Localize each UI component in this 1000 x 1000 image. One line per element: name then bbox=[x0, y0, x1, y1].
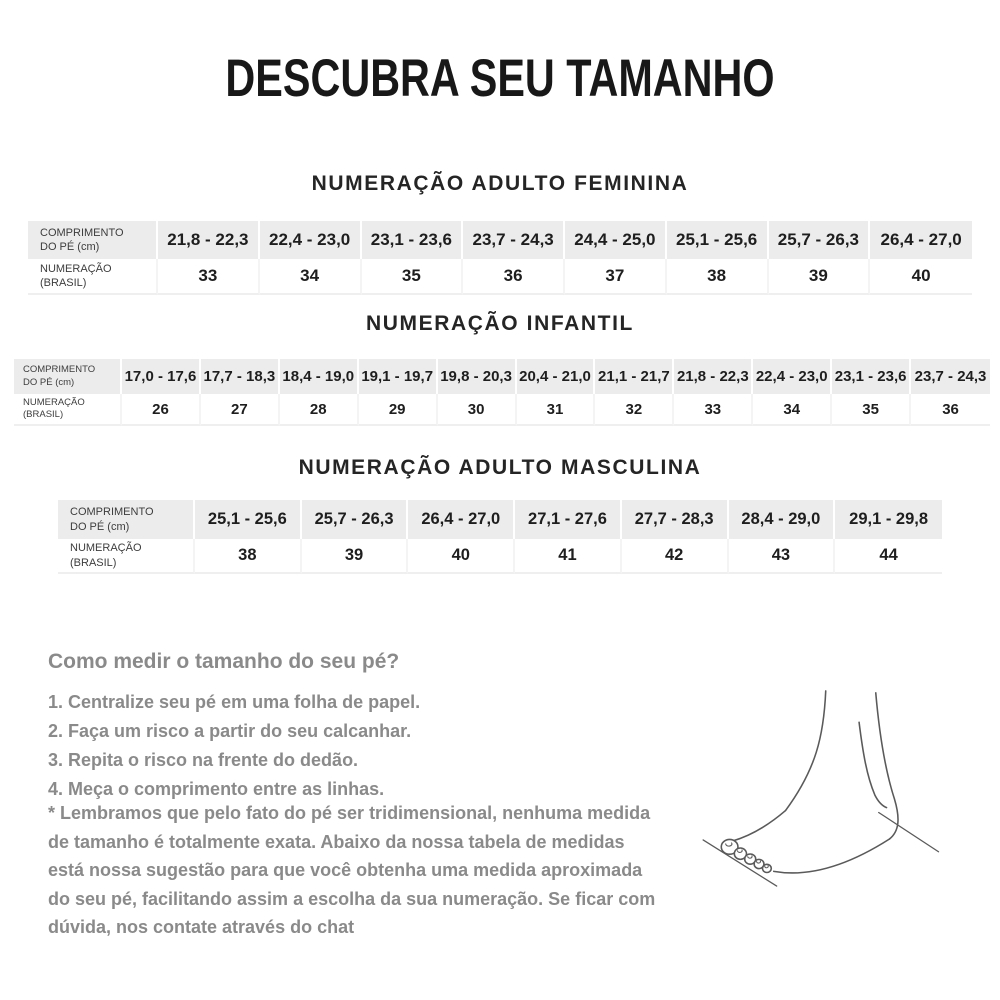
size-table bbox=[28, 221, 972, 295]
section-heading-adult-female: NUMERAÇÃO ADULTO FEMININA bbox=[311, 172, 689, 195]
shoe-size-cell: 39 bbox=[302, 539, 409, 574]
shoe-size-cell: 31 bbox=[517, 394, 596, 426]
foot-length-cell: 26,4 - 27,0 bbox=[870, 221, 972, 259]
shoe-size-cell: 35 bbox=[362, 259, 464, 295]
shoe-size-cell: 34 bbox=[260, 259, 362, 295]
size-table-adult-female bbox=[28, 221, 972, 295]
shoe-size-cell: 43 bbox=[729, 539, 836, 574]
size-table bbox=[14, 359, 990, 426]
foot-length-cell: 23,7 - 24,3 bbox=[911, 359, 990, 394]
shoe-size-cell: 38 bbox=[195, 539, 302, 574]
shoe-size-label: NUMERAÇÃO (BRASIL) bbox=[14, 394, 122, 426]
measure-step: 1. Centralize seu pé em uma folha de papel. bbox=[48, 692, 421, 712]
shoe-size-cell: 34 bbox=[753, 394, 832, 426]
foot-length-cell: 20,4 - 21,0 bbox=[517, 359, 596, 394]
shoe-size-cell: 38 bbox=[667, 259, 769, 295]
foot-length-cell: 25,7 - 26,3 bbox=[769, 221, 871, 259]
foot-length-row bbox=[14, 359, 990, 394]
foot-length-cell: 21,8 - 22,3 bbox=[674, 359, 753, 394]
foot-length-cell: 28,4 - 29,0 bbox=[729, 500, 836, 539]
shoe-size-cell: 44 bbox=[835, 539, 942, 574]
measure-guide-heading: Como medir o tamanho do seu pé? bbox=[48, 650, 400, 673]
shoe-size-row bbox=[58, 539, 942, 574]
shoe-size-cell: 40 bbox=[408, 539, 515, 574]
measure-step: 4. Meça o comprimento entre as linhas. bbox=[48, 779, 385, 799]
shoe-size-cell: 35 bbox=[832, 394, 911, 426]
foot-length-cell: 24,4 - 25,0 bbox=[565, 221, 667, 259]
shoe-size-row bbox=[14, 394, 990, 426]
shoe-size-cell: 33 bbox=[158, 259, 260, 295]
shoe-size-cell: 36 bbox=[911, 394, 990, 426]
shoe-size-cell: 37 bbox=[565, 259, 667, 295]
foot-length-row bbox=[58, 500, 942, 539]
foot-length-cell: 23,1 - 23,6 bbox=[362, 221, 464, 259]
section-heading-adult-male: NUMERAÇÃO ADULTO MASCULINA bbox=[298, 456, 702, 479]
foot-length-cell: 17,0 - 17,6 bbox=[122, 359, 201, 394]
foot-length-cell: 22,4 - 23,0 bbox=[753, 359, 832, 394]
shoe-size-cell: 40 bbox=[870, 259, 972, 295]
size-table-adult-male bbox=[58, 500, 942, 574]
size-table bbox=[58, 500, 942, 574]
foot-length-cell: 19,1 - 19,7 bbox=[359, 359, 438, 394]
foot-length-cell: 26,4 - 27,0 bbox=[408, 500, 515, 539]
foot-length-cell: 19,8 - 20,3 bbox=[438, 359, 517, 394]
shoe-size-cell: 26 bbox=[122, 394, 201, 426]
shoe-size-cell: 41 bbox=[515, 539, 622, 574]
foot-length-cell: 23,1 - 23,6 bbox=[832, 359, 911, 394]
foot-length-cell: 21,1 - 21,7 bbox=[595, 359, 674, 394]
foot-length-row bbox=[28, 221, 972, 259]
measure-note: * Lembramos que pelo fato do pé ser tridimensional, nenhuma medida de tamanho é totalmente exata. Abaixo da nossa tabela de medidas está nossa sugestão para que você obtenha uma medida aproximada do seu pé, facilitando assim a escolha da sua numeração. Se ficar com dúvida, nos contate através do chat bbox=[48, 803, 656, 937]
shoe-size-cell: 29 bbox=[359, 394, 438, 426]
measure-step: 3. Repita o risco na frente do dedão. bbox=[48, 750, 359, 770]
shoe-size-label: NUMERAÇÃO (BRASIL) bbox=[58, 539, 195, 574]
foot-length-label: COMPRIMENTO DO PÉ (cm) bbox=[14, 359, 122, 394]
measure-steps bbox=[48, 688, 420, 804]
foot-length-label: COMPRIMENTO DO PÉ (cm) bbox=[58, 500, 195, 539]
shoe-size-cell: 36 bbox=[463, 259, 565, 295]
foot-length-cell: 29,1 - 29,8 bbox=[835, 500, 942, 539]
foot-length-cell: 27,1 - 27,6 bbox=[515, 500, 622, 539]
foot-length-cell: 17,7 - 18,3 bbox=[201, 359, 280, 394]
foot-length-cell: 25,7 - 26,3 bbox=[302, 500, 409, 539]
foot-length-cell: 21,8 - 22,3 bbox=[158, 221, 260, 259]
foot-measurement-illustration bbox=[675, 685, 1000, 940]
foot-length-cell: 23,7 - 24,3 bbox=[463, 221, 565, 259]
shoe-size-cell: 33 bbox=[674, 394, 753, 426]
foot-length-cell: 18,4 - 19,0 bbox=[280, 359, 359, 394]
page-title: DESCUBRA SEU TAMANHO bbox=[225, 47, 775, 108]
shoe-size-row bbox=[28, 259, 972, 295]
foot-drawing-icon bbox=[675, 685, 1000, 940]
section-heading-infant: NUMERAÇÃO INFANTIL bbox=[366, 312, 634, 335]
measure-step: 2. Faça um risco a partir do seu calcanhar. bbox=[48, 721, 412, 741]
shoe-size-cell: 32 bbox=[595, 394, 674, 426]
foot-length-cell: 22,4 - 23,0 bbox=[260, 221, 362, 259]
shoe-size-cell: 28 bbox=[280, 394, 359, 426]
shoe-size-cell: 39 bbox=[769, 259, 871, 295]
size-table-infant bbox=[14, 359, 990, 426]
foot-length-cell: 27,7 - 28,3 bbox=[622, 500, 729, 539]
shoe-size-cell: 30 bbox=[438, 394, 517, 426]
shoe-size-cell: 27 bbox=[201, 394, 280, 426]
shoe-size-cell: 42 bbox=[622, 539, 729, 574]
foot-length-label: COMPRIMENTO DO PÉ (cm) bbox=[28, 221, 158, 259]
shoe-size-label: NUMERAÇÃO (BRASIL) bbox=[28, 259, 158, 295]
foot-length-cell: 25,1 - 25,6 bbox=[667, 221, 769, 259]
foot-length-cell: 25,1 - 25,6 bbox=[195, 500, 302, 539]
